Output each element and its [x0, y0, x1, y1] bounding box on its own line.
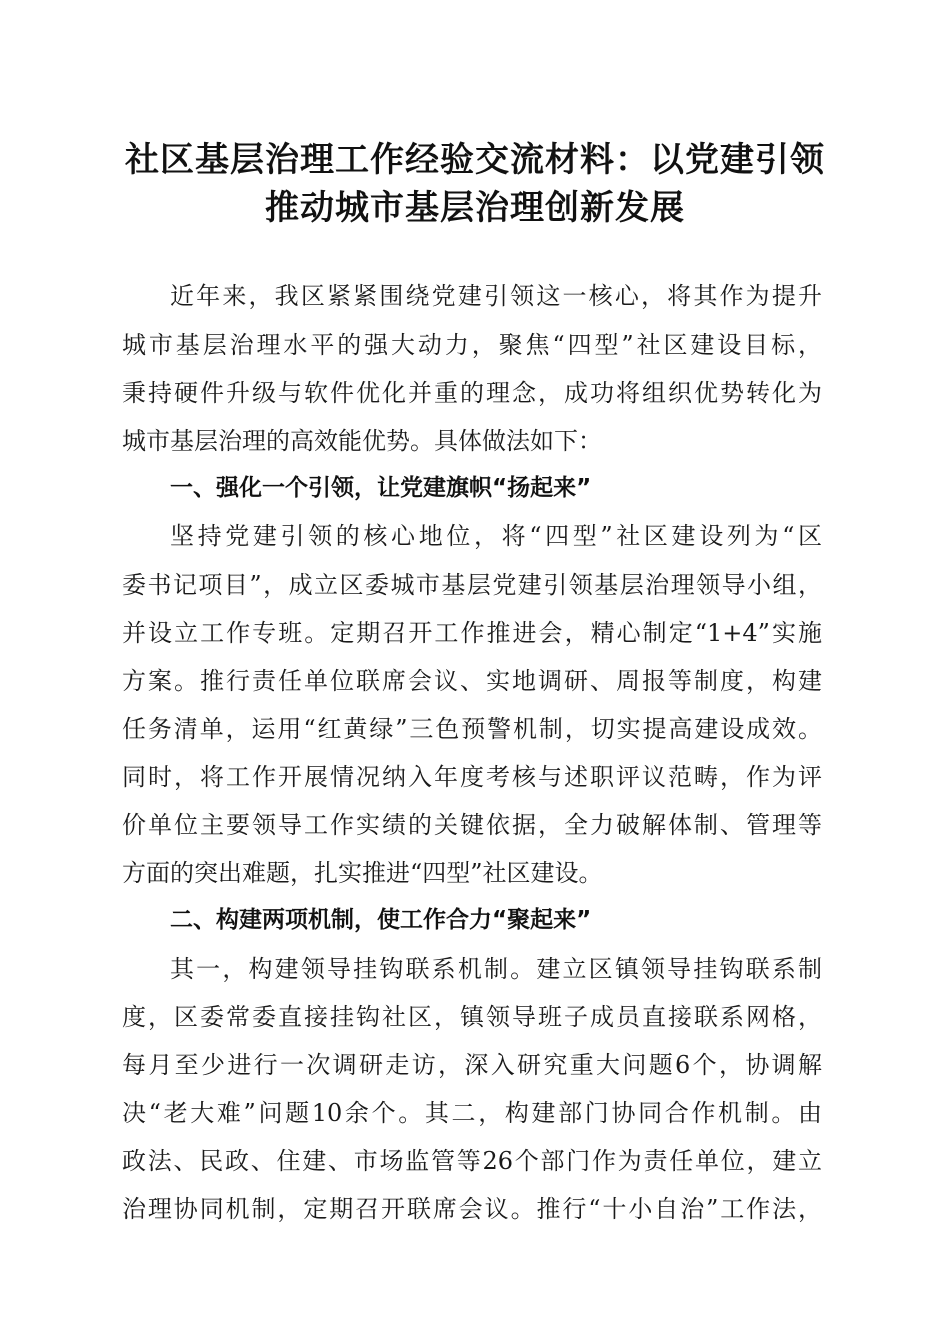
section-2-line-1: 其一，构建领导挂钩联系机制。建立区镇领导挂钩联系制 [170, 955, 822, 983]
document-title-line-1: 社区基层治理工作经验交流材料：以党建引领 [125, 140, 825, 180]
intro-line-3: 秉持硬件升级与软件优化并重的理念，成功将组织优势转化为 [122, 379, 822, 407]
section-2-line-6: 治理协同机制，定期召开联席会议。推行“十小自治”工作法， [122, 1195, 822, 1223]
section-2-line-5: 政法、民政、住建、市场监管等26个部门作为责任单位，建立 [122, 1147, 822, 1175]
section-1-line-2: 委书记项目”，成立区委城市基层党建引领基层治理领导小组， [122, 571, 822, 599]
section-1-line-7: 价单位主要领导工作实绩的关键依据，全力破解体制、管理等 [122, 811, 822, 839]
document-title-line-2: 推动城市基层治理创新发展 [265, 188, 685, 228]
section-2-heading: 二、构建两项机制，使工作合力“聚起来” [170, 907, 592, 933]
section-1-line-6: 同时，将工作开展情况纳入年度考核与述职评议范畴，作为评 [122, 763, 822, 791]
intro-line-2: 城市基层治理水平的强大动力，聚焦“四型”社区建设目标， [122, 331, 822, 359]
section-1-line-8: 方面的突出难题，扎实推进“四型”社区建设。 [122, 859, 603, 887]
section-1-line-1: 坚持党建引领的核心地位，将“四型”社区建设列为“区 [170, 522, 822, 550]
section-1-line-3: 并设立工作专班。定期召开工作推进会，精心制定“1+4”实施 [122, 619, 822, 647]
section-1-line-5: 任务清单，运用“红黄绿”三色预警机制，切实提高建设成效。 [122, 715, 822, 743]
intro-line-1: 近年来，我区紧紧围绕党建引领这一核心，将其作为提升 [170, 282, 822, 310]
section-1-line-4: 方案。推行责任单位联席会议、实地调研、周报等制度，构建 [122, 667, 822, 695]
section-1-heading: 一、强化一个引领，让党建旗帜“扬起来” [170, 475, 592, 501]
section-2-line-2: 度，区委常委直接挂钩社区，镇领导班子成员直接联系网格， [122, 1003, 822, 1031]
intro-line-4: 城市基层治理的高效能优势。具体做法如下： [122, 427, 602, 455]
section-2-line-3: 每月至少进行一次调研走访，深入研究重大问题6个，协调解 [122, 1051, 822, 1079]
section-2-line-4: 决“老大难”问题10余个。其二，构建部门协同合作机制。由 [122, 1099, 822, 1127]
